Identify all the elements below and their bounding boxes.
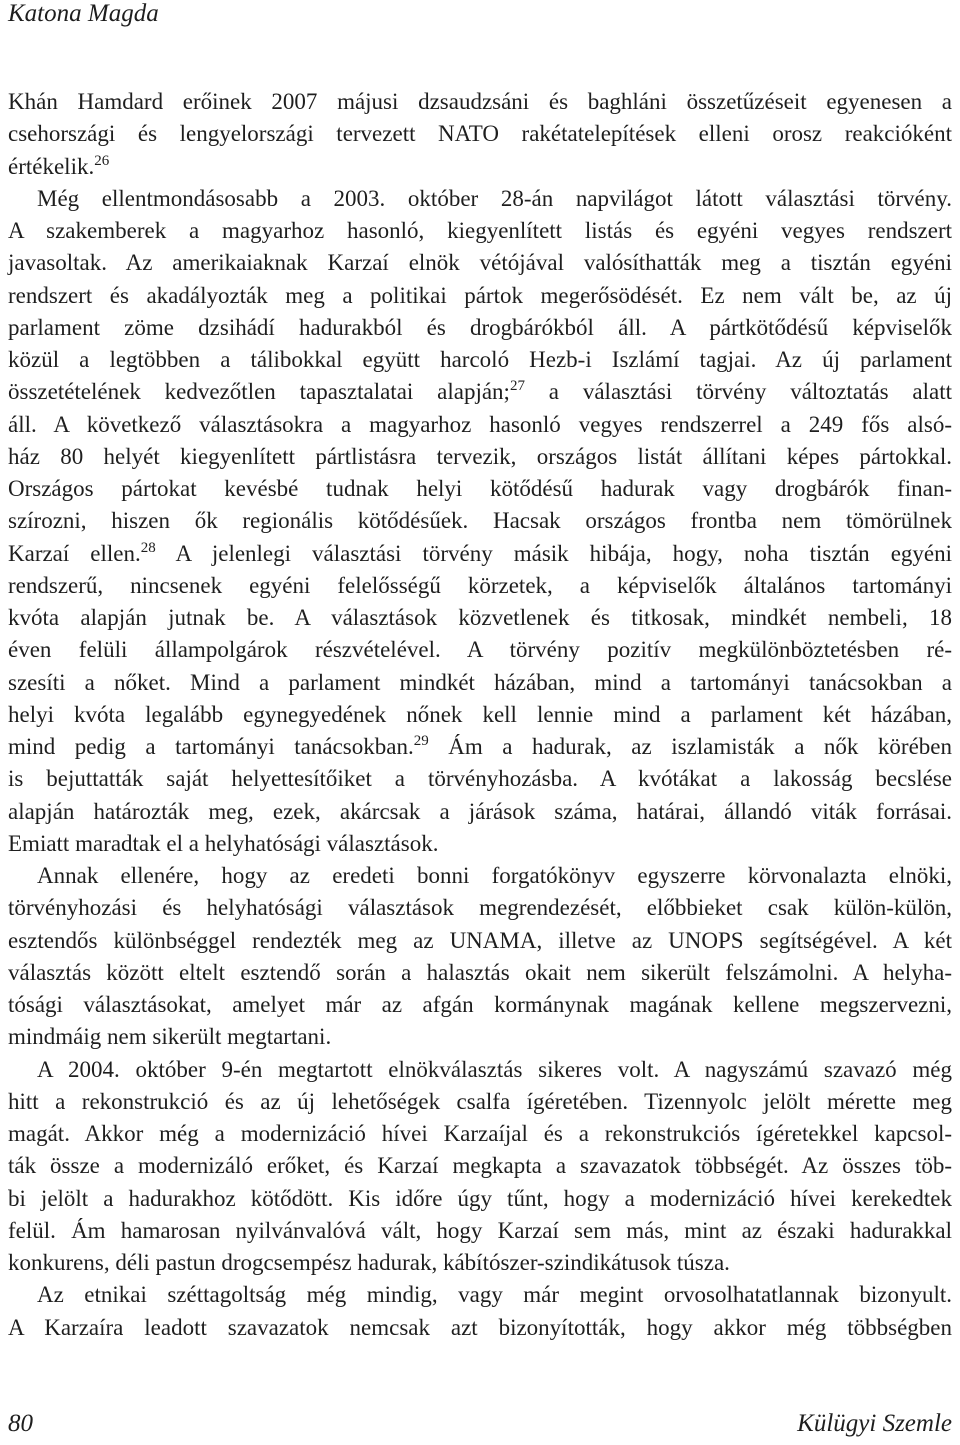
text-line: magát. Akkor még a modernizáció hívei Karzaíjal és a rekonstrukciós ígéretekkel kapcsol-: [8, 1121, 952, 1146]
text-line: javasoltak. Az amerikaiaknak Karzaí elnök vétójával valósíthatták meg a tisztán egyéni: [8, 250, 952, 276]
line-text: összetételének kedvezőtlen tapasztalatai alapján;: [8, 379, 510, 405]
text-line: Emiatt maradtak el a helyhatósági választások.: [8, 830, 439, 856]
text-line: [8, 376, 952, 408]
text-line: ták össze a modernizáló erőket, és Karzaí megkapta a szavazatok többségét. Az összes töb-: [8, 1153, 952, 1179]
text-line: hitt a rekonstrukció és az új lehetőségek csalfa ígéretében. Tizennyolc jelölt mérette meg: [8, 1088, 952, 1114]
text-line: szírozni, hiszen ők regionális kötődésűek. Hacsak országos frontba nem tömörülnek: [8, 508, 952, 534]
text-line: szesíti a nőket. Mind a parlament mindkét házában, mind a tartományi tanácsokban a: [8, 669, 952, 695]
line-text: mind pedig a tartományi tanácsokban.: [8, 734, 414, 759]
journal-title: Külügyi Szemle: [797, 1410, 952, 1437]
text-line: [8, 538, 952, 570]
article-body: [8, 86, 952, 1344]
paragraph: [8, 860, 952, 1054]
text-line: Még ellentmondásosabb a 2003. október 28-án napvilágot látott választási törvény.: [37, 185, 952, 211]
text-line: választás között eltelt esztendő során a halasztás okait nem sikerült felszámolni. A helyha-: [8, 959, 952, 985]
text-line: áll. A következő választásokra a magyarhoz hasonló vegyes rendszerrel a 249 fős alsó-: [8, 411, 952, 437]
text-line: csehországi és lengyelországi tervezett NATO rakétatelepítések elleni orosz reakcióként: [8, 121, 952, 147]
text-line: [8, 151, 952, 183]
footnote-marker: 26: [94, 152, 110, 169]
text-line: mindmáig nem sikerült megtartani.: [8, 1024, 332, 1050]
paragraph: [8, 1279, 952, 1344]
text-line: [8, 731, 952, 763]
line-text: értékelik.: [8, 153, 95, 179]
page-number: 80: [8, 1410, 33, 1437]
text-line: Annak ellenére, hogy az eredeti bonni forgatókönyv egyszerre körvonalazta elnöki,: [37, 863, 952, 888]
text-line: törvényhozási és helyhatósági választások megrendezését, előbbieket csak külön-külön,: [8, 895, 952, 921]
text-line: Az etnikai széttagoltság még mindig, vagy már megint orvosolhatatlannak bizonyult.: [37, 1282, 952, 1308]
footnote-marker: 28: [140, 539, 156, 556]
text-line: is bejuttatták saját helyettesítőiket a törvényhozásba. A kvótákat a lakosság becslése: [8, 766, 952, 792]
footnote-marker: 27: [509, 378, 525, 395]
text-line: rendszert és akadályozták meg a politikai pártok megerősödését. Ez nem vált be, az új: [8, 282, 952, 308]
text-line: A Karzaíra leadott szavazatok nemcsak azt bizonyították, hogy akkor még többségben: [8, 1314, 952, 1340]
text-line: közül a legtöbben a tálibokkal együtt harcoló Hezb-i Iszlámí tagjai. Az új parlament: [8, 347, 952, 372]
paragraph: [8, 1054, 952, 1280]
text-line: esztendős különbséggel rendezték meg az UNAMA, illetve az UNOPS segítségével. A két: [8, 927, 952, 953]
line-text-continued: Ám a hadurak, az iszlamisták a nők körében: [428, 734, 953, 759]
line-text-continued: A jelenlegi választási törvény másik hibája, hogy, noha tisztán egyéni: [155, 540, 952, 566]
line-text-continued: a választási törvény változtatás alatt: [524, 379, 952, 405]
text-line: rendszerű, nincsenek egyéni felelősségű körzetek, a képviselők általános tartományi: [8, 572, 952, 598]
text-line: bi jelölt a hadurakhoz kötődött. Kis időre úgy tűnt, hogy a modernizáció hívei kerekedtek: [8, 1185, 952, 1211]
text-line: Khán Hamdard erőinek 2007 májusi dzsaudzsáni és baghláni összetűzéseit egyenesen a: [8, 89, 952, 114]
paragraph: [8, 86, 952, 183]
text-line: ház 80 helyét kiegyenlített pártlistásra tervezik, országos listát állítani képes pártokkal.: [8, 443, 952, 469]
text-line: tósági választásokat, amelyet már az afgán kormánynak magának kellene megszervezni,: [8, 992, 952, 1017]
text-line: helyi kvóta legalább egynegyedének nőnek kell lennie mind a parlament két házában,: [8, 701, 952, 727]
text-line: alapján határozták meg, ezek, akárcsak a járások száma, határai, állandó viták forrásai.: [8, 798, 952, 824]
footnote-marker: 29: [413, 733, 429, 749]
text-line: konkurens, déli pastun drogcsempész hadurak, kábítószer-szindikátusok túsza.: [8, 1250, 730, 1275]
text-line: parlament zöme dzsihádí hadurakból és drogbárókból áll. A pártkötődésű képviselők: [8, 314, 952, 340]
text-line: A szakemberek a magyarhoz hasonló, kiegyenlített listás és egyéni vegyes rendszert: [8, 218, 952, 243]
text-line: A 2004. október 9-én megtartott elnökválasztás sikeres volt. A nagyszámú szavazó még: [37, 1056, 952, 1082]
text-line: éven felüli állampolgárok részvételével. A törvény pozitív megkülönböztetésben ré-: [8, 637, 952, 663]
text-line: Országos pártokat kevésbé tudnak helyi kötődésű hadurak vagy drogbárók finan-: [8, 476, 952, 501]
text-line: kvóta alapján jutnak be. A választások közvetlenek és titkosak, mindkét nembeli, 18: [8, 605, 952, 630]
text-line: felül. Ám hamarosan nyilvánvalóvá vált, hogy Karzaí sem más, mint az északi hadurakkal: [8, 1217, 952, 1243]
line-text: Karzaí ellen.: [8, 540, 141, 566]
running-header-author: Katona Magda: [8, 0, 159, 27]
paragraph: [8, 183, 952, 860]
